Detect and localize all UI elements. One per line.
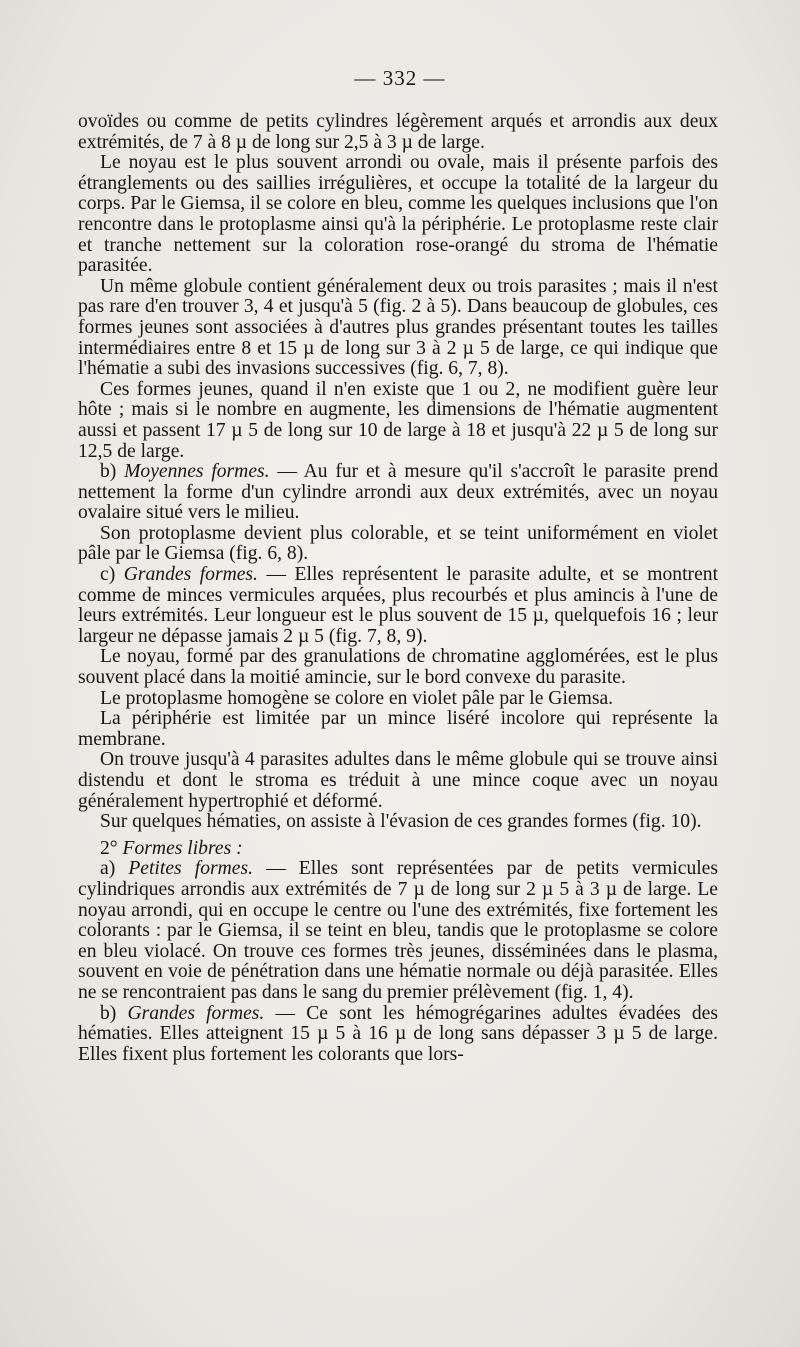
- section-heading: Formes libres :: [122, 837, 243, 859]
- paragraph-text: ovoïdes ou comme de petits cylindres légèrement arqués et arrondis aux deux extrémités, de 7 à 8 µ de long sur 2,5 à 3 µ de large.: [78, 111, 718, 153]
- paragraph: [78, 750, 718, 812]
- paragraph: [78, 524, 718, 565]
- paragraph-label: c): [100, 564, 124, 586]
- paragraph-text: — Ce sont les hémogrégarines adultes évadées des hématies. Elles atteignent 15 µ 5 à 16 µ de long sans dépasser 3 µ 5 de large. Elles fixent plus fortement les colorants que lors-: [78, 1002, 718, 1065]
- section-heading: Moyennes formes.: [124, 461, 270, 483]
- paragraph-text: Le protoplasme homogène se colore en violet pâle par le Giemsa.: [100, 687, 614, 709]
- paragraph-text: — Elles représentent le parasite adulte, et se montrent comme de minces vermicules arquées, plus recourbés et plus amincis à l'une de leurs extrémités. Leur longueur est le plus souvent de 15 µ, quelquefois 16 ; leur largeur ne dépasse jamais 2 µ 5 (fig. 7, 8, 9).: [78, 564, 719, 647]
- paragraph-text: Sur quelques hématies, on assiste à l'évasion de ces grandes formes (fig. 10).: [100, 811, 702, 833]
- paragraph: [78, 462, 718, 524]
- paragraph: [78, 153, 718, 277]
- paragraph: [78, 839, 718, 860]
- paragraph-label: b): [100, 1002, 128, 1024]
- paragraph-label: a): [100, 858, 129, 880]
- paragraph: [78, 812, 718, 833]
- paragraph-text: On trouve jusqu'à 4 parasites adultes dans le même globule qui se trouve ainsi distendu et dont le stroma es tréduit à une mince coque avec un noyau généralement hypertrophié et déformé.: [78, 749, 718, 812]
- paragraph-text: — Au fur et à mesure qu'il s'accroît le parasite prend nettement la forme d'un cylindre arrondi aux deux extrémités, avec un noyau ovalaire situé vers le milieu.: [78, 461, 719, 524]
- paragraph: [78, 647, 718, 688]
- paragraph-text: Le noyau est le plus souvent arrondi ou ovale, mais il présente parfois des étranglements ou des saillies irrégulières, et occupe la totalité de la largeur du corps. Par le Giemsa, il se colore en bleu, comme les quelques inclusions que l'on rencontre dans le protoplasme ainsi qu'à la périphérie. Le protoplasme reste clair et tranche nettement sur la coloration rose-orangé du stroma de l'hématie parasitée.: [78, 152, 718, 277]
- paragraph: [78, 689, 718, 710]
- paragraph-text: Le noyau, formé par des granulations de chromatine agglomérées, est le plus souvent placé dans la moitié amincie, sur le bord convexe du parasite.: [78, 646, 718, 689]
- section-heading: Grandes formes.: [127, 1002, 265, 1024]
- paragraph: [78, 859, 718, 1003]
- paragraph-text: Un même globule contient généralement deux ou trois parasites ; mais il n'est pas rare d'en trouver 3, 4 et jusqu'à 5 (fig. 2 à 5). Dans beaucoup de globules, ces formes jeunes sont associées à d'autres plus grandes présentant toutes les tailles intermédiaires entre 8 et 15 µ de long sur 3 à 2 µ 5 de large, ce qui indique que l'hématie a subi des invasions successives (fig. 6, 7, 8).: [78, 275, 718, 380]
- section-heading: Petites formes.: [128, 858, 253, 880]
- paragraph: [78, 565, 718, 647]
- paragraph-label: b): [100, 461, 125, 483]
- paragraph-label: 2°: [100, 837, 123, 859]
- paragraph-text: Ces formes jeunes, quand il n'en existe que 1 ou 2, ne modifient guère leur hôte ; mais si le nombre en augmente, les dimensions de l'hématie augmentent aussi et passent 17 µ 5 de long sur 10 de large à 18 et jusqu'à 22 µ 5 de long sur 12,5 de large.: [78, 378, 718, 462]
- paragraph: [78, 112, 718, 153]
- paragraph: [78, 277, 718, 380]
- paragraph-text: Son protoplasme devient plus colorable, et se teint uniformément en violet pâle par le Giemsa (fig. 6, 8).: [78, 522, 718, 565]
- paragraph: [78, 380, 718, 462]
- paragraph-text: La périphérie est limitée par un mince liséré incolore qui représente la membrane.: [78, 708, 718, 750]
- paragraph: [78, 709, 718, 750]
- paragraph: [78, 1004, 718, 1066]
- body-text: [78, 112, 718, 1065]
- paragraph-text: — Elles sont représentées par de petits vermicules cylindriques arrondis aux extrémités de 7 µ de long sur 2 µ 5 à 3 µ de large. Le noyau arrondi, qui en occupe le centre ou l'une des extrémités, fixe fortement les colorants : par le Giemsa, il se teint en bleu, tandis que le protoplasme se colore en bleu violacé. On trouve ces formes très jeunes, disséminées dans le plasma, souvent en voie de pénétration dans une hématie normale ou déjà parasitée. Elles ne se rencontraient pas dans le sang du premier prélèvement (fig. 1, 4).: [78, 858, 719, 1003]
- section-heading: Grandes formes.: [123, 564, 258, 586]
- page-number: — 332 —: [354, 66, 446, 90]
